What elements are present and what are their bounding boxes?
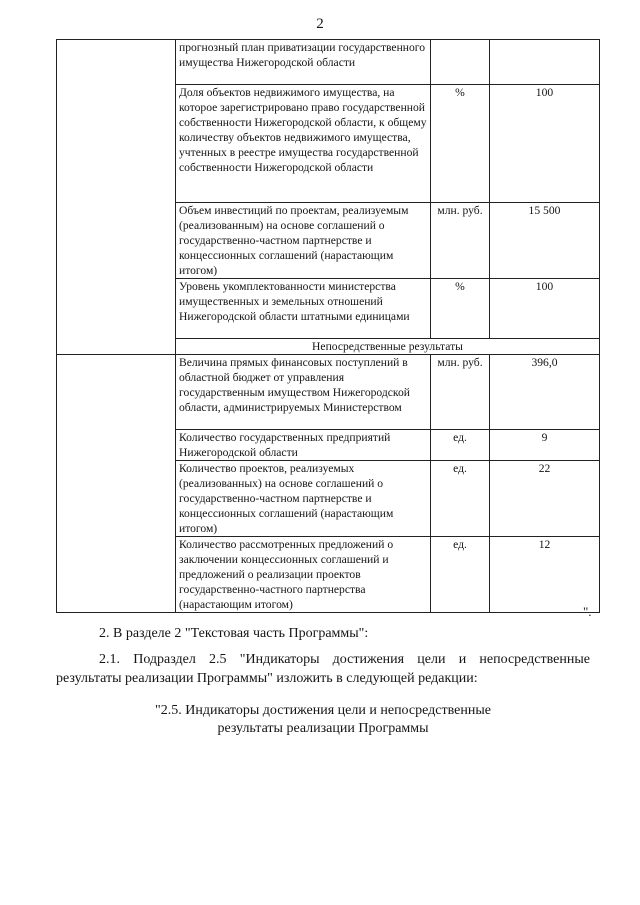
unit-cell [431,40,490,85]
unit-cell: ед. [431,430,490,461]
indicator-name: Величина прямых финансовых поступлений в областной бюджет от управления государственным имуществом Нижегородской области, администрируемых Министерством [176,355,431,430]
heading-line-1: "2.5. Индикаторы достижения цели и непосредственные [155,703,491,718]
heading-line-2: результаты реализации Программы [217,721,429,736]
indicator-name: Уровень укомплектованности министерства имущественных и земельных отношений Нижегородской области штатными единицами [176,279,431,339]
page-number: 2 [316,16,324,32]
closing-quote: ". [583,604,592,619]
empty-cell [57,355,176,613]
subsection-paragraph: 2.1. Подраздел 2.5 "Индикаторы достижения цели и непосредственные результаты реализации Программы" изложить в следующей редакции: [56,652,590,686]
indicator-name: Объем инвестиций по проектам, реализуемым (реализованным) на основе соглашений о государственно-частном партнерстве и концессионных соглашений (нарастающим итогом) [176,203,431,279]
value-cell [490,40,600,85]
value-cell: 22 [490,461,600,537]
unit-cell: ед. [431,461,490,537]
value-cell: 9 [490,430,600,461]
unit-cell: % [431,279,490,339]
table-row [57,40,600,85]
value-cell: 100 [490,85,600,203]
empty-cell [57,40,176,355]
indicator-name: прогнозный план приватизации государственного имущества Нижегородской области [176,40,431,85]
indicator-name: Количество проектов, реализуемых (реализованных) на основе соглашений о государственно-частном партнерстве и концессионных соглашений (нарастающим итогом) [176,461,431,537]
value-cell: 12 [490,537,600,613]
unit-cell: млн. руб. [431,355,490,430]
unit-cell: ед. [431,537,490,613]
unit-cell: % [431,85,490,203]
section-title: Непосредственные результаты [176,339,600,355]
indicators-table [56,39,600,613]
table-row [57,355,600,430]
value-cell: 15 500 [490,203,600,279]
subsection-heading [56,702,590,738]
value-cell: 396,0 [490,355,600,430]
value-cell: 100 [490,279,600,339]
section-paragraph: 2. В разделе 2 "Текстовая часть Программы": [99,626,369,641]
unit-cell: млн. руб. [431,203,490,279]
indicator-name: Количество государственных предприятий Нижегородской области [176,430,431,461]
indicator-name: Количество рассмотренных предложений о заключении концессионных соглашений и предложений о реализации проектов государственно-частного партнерства (нарастающим итогом) [176,537,431,613]
indicator-name: Доля объектов недвижимого имущества, на которое зарегистрировано право государственной собственности Нижегородской области, к общему количеству объектов недвижимого имущества, учтенных в реестре имущества государственной собственности Нижегородской области [176,85,431,203]
